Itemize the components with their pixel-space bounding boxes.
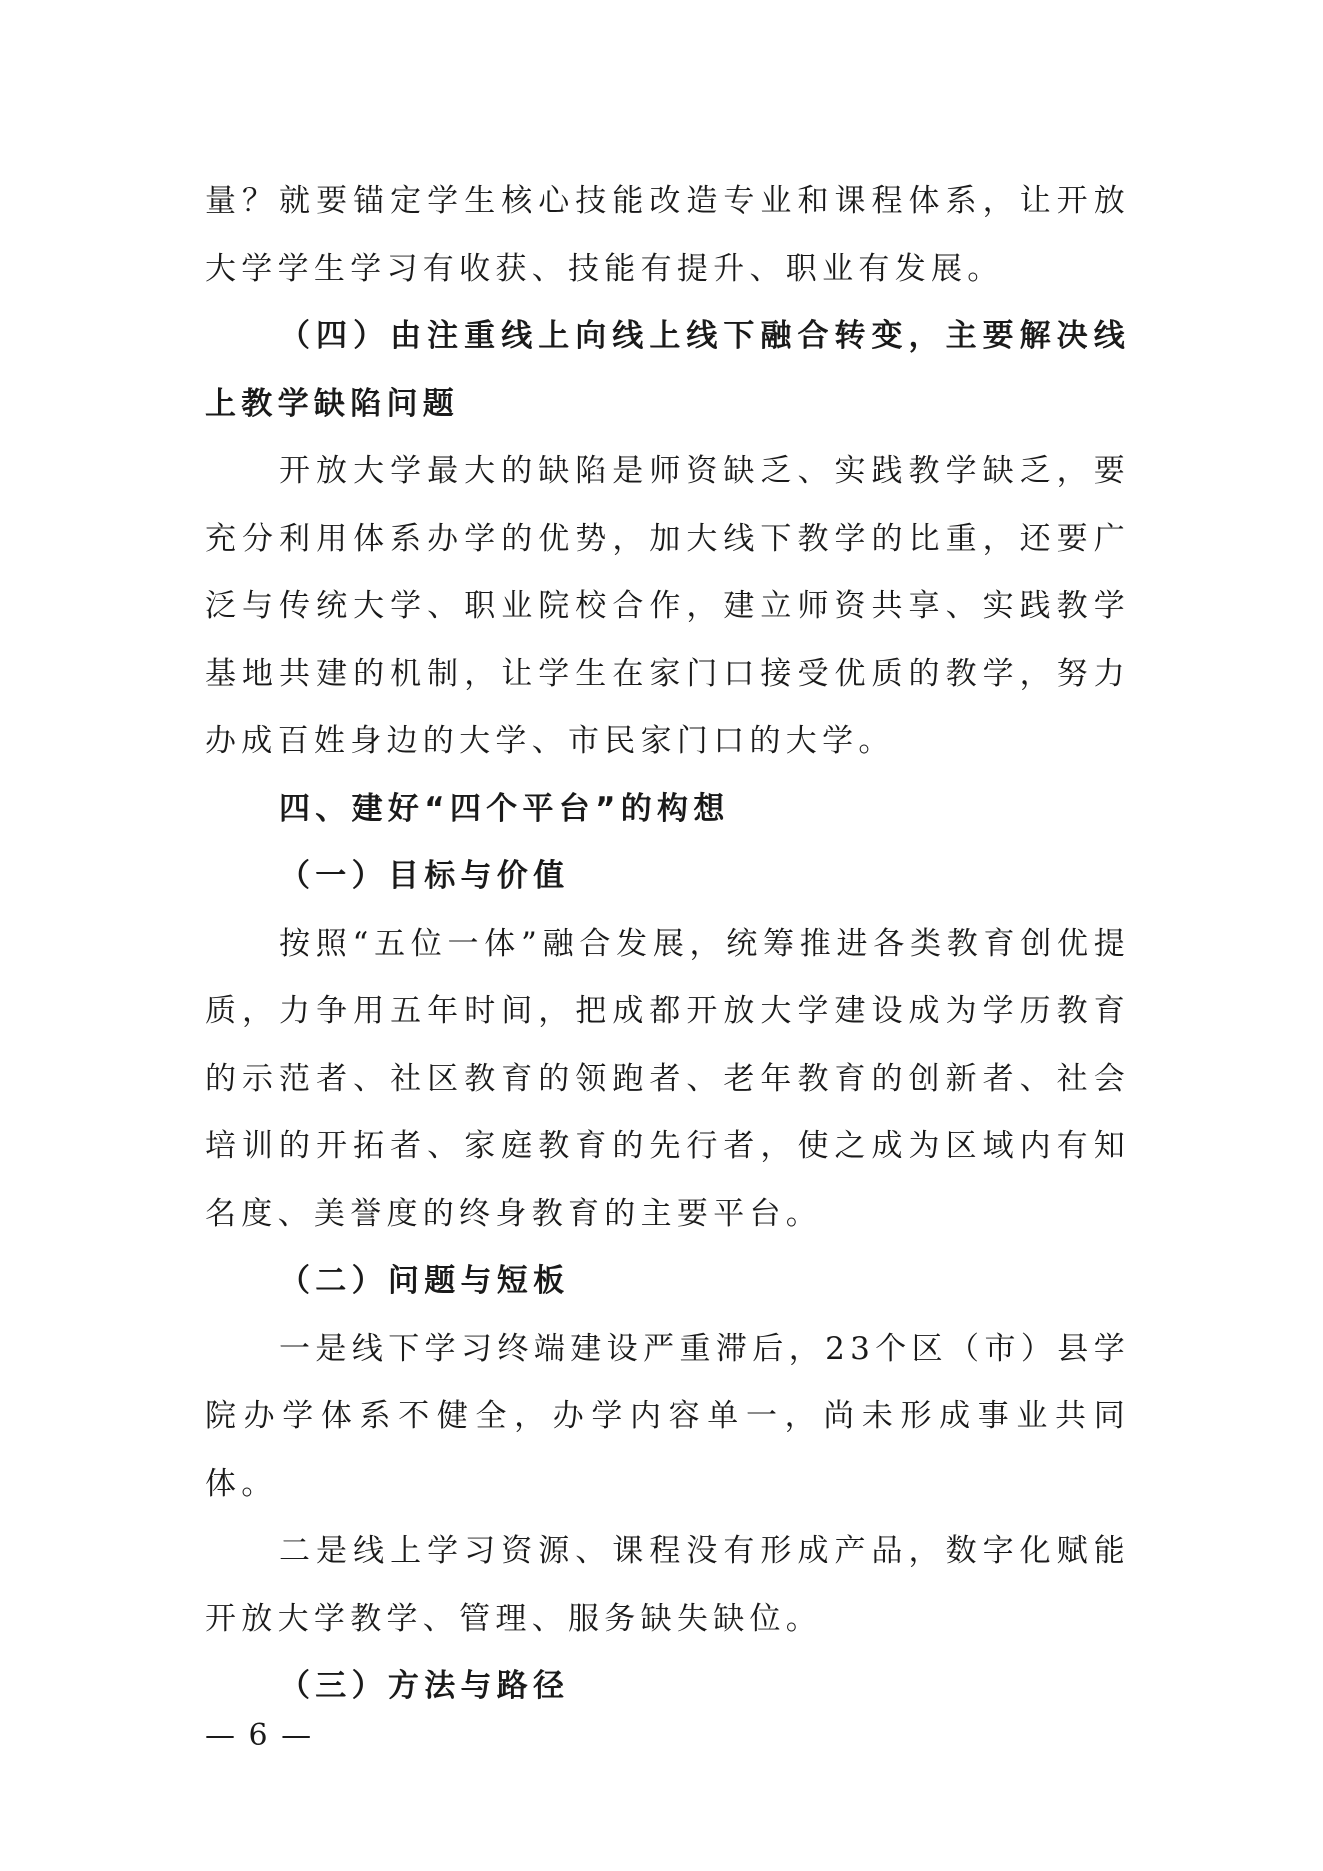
paragraph-open-university-shortcomings: 开放大学最大的缺陷是师资缺乏、实践教学缺乏，要充分利用体系办学的优势，加大线下教学的比重，还要广泛与传统大学、职业院校合作，建立师资共享、实践教学基地共建的机制，让学生在家门口接受优质的教学，努力办成百姓身边的大学、市民家门口的大学。 [205,453,1130,759]
paragraph-problem-one: 一是线下学习终端建设严重滞后，23个区（市）县学院办学体系不健全，办学内容单一，尚未形成事业共同体。 [205,1330,1130,1502]
page-number: — 6 — [205,1718,314,1753]
subheading-problems-and-gaps: （二）问题与短板 [279,1263,570,1299]
subheading-methods-and-paths: （三）方法与路径 [279,1668,570,1704]
paragraph-problem-two: 二是线上学习资源、课程没有形成产品，数字化赋能开放大学教学、管理、服务缺失缺位。 [205,1533,1130,1637]
paragraph-continuation: 量？就要锚定学生核心技能改造专业和课程体系，让开放大学学生学习有收获、技能有提升、职业有发展。 [205,183,1130,287]
subheading-four: （四）由注重线上向线上线下融合转变，主要解决线上教学缺陷问题 [205,318,1130,422]
paragraph-goals: 按照“五位一体”融合发展，统筹推进各类教育创优提质，力争用五年时间，把成都开放大学建设成为学历教育的示范者、社区教育的领跑者、老年教育的创新者、社会培训的开拓者、家庭教育的先行者，使之成为区域内有知名度、美誉度的终身教育的主要平台。 [205,925,1130,1232]
subheading-goals-and-value: （一）目标与价值 [279,858,570,894]
body-text [205,168,1130,1721]
section-heading-four-platforms: 四、建好“四个平台”的构想 [279,790,730,827]
